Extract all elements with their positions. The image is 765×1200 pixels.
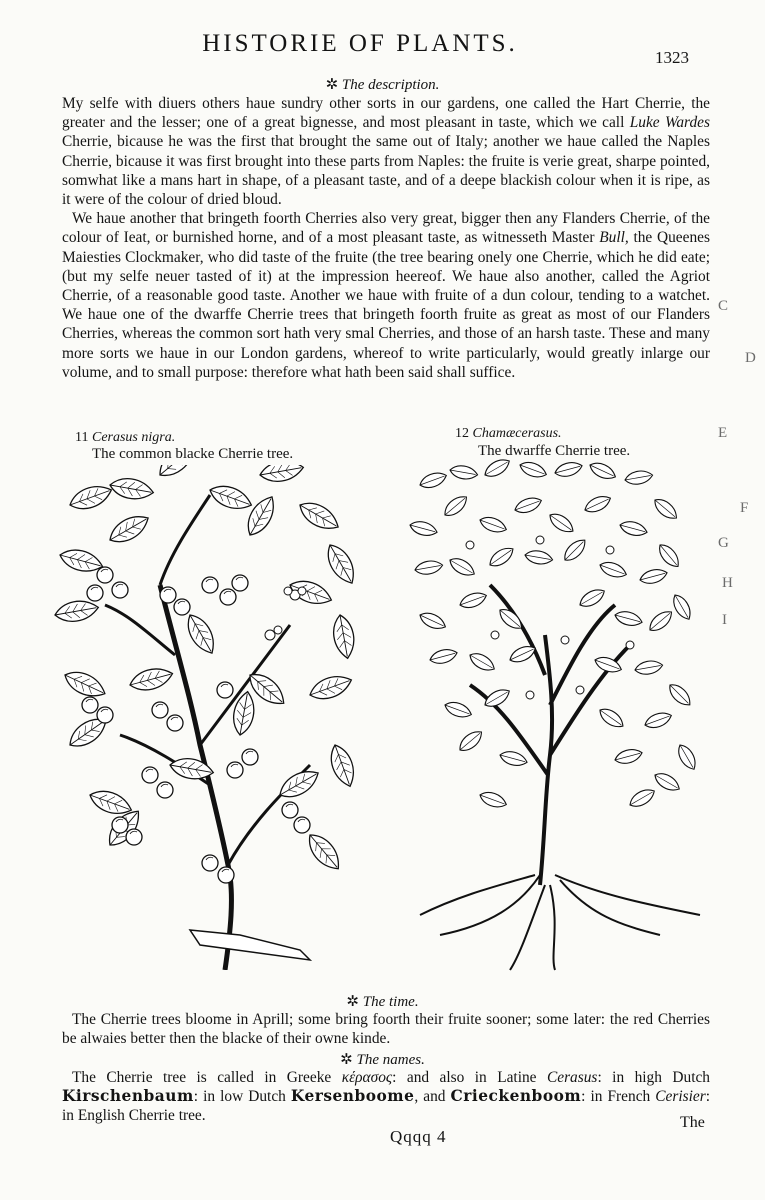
catchword: The	[680, 1114, 705, 1131]
margin-letter: H	[722, 575, 733, 591]
margin-letter: C	[718, 298, 729, 314]
figure-12-label	[455, 426, 562, 442]
paragraph-text: : and also in Latine	[392, 1069, 547, 1086]
paragraph-text: : in high Dutch	[597, 1069, 711, 1086]
italic-name: Luke Wardes	[629, 114, 710, 132]
low-dutch-name-alt: Crieckenboom	[450, 1087, 582, 1106]
figure-latin-name: Cerasus nigra.	[91, 430, 176, 445]
low-dutch-name: Kersenboome	[290, 1087, 415, 1106]
description-text	[62, 94, 710, 382]
time-heading	[0, 992, 765, 1011]
paragraph-text: We haue another that bringeth foorth Cherries also very great, bigger then any Flanders Cherrie, of the colour of Ieat, or burnished horne, and of a most pleasant taste, as witnesseth Master	[62, 210, 710, 247]
margin-letter: E	[718, 425, 728, 441]
figure-number: 12	[455, 426, 469, 441]
margin-letter: I	[722, 612, 727, 628]
page-number: 1323	[655, 48, 689, 67]
description-paragraph-1	[62, 94, 710, 209]
paragraph-text: Cherrie, bicause he was the first that brought the same out of Italy; another we haue called the Naples Cherrie, bicause it was first brought into these parts from Naples: the fruite is verie great, sharpe pointed, somwhat like a mans hart in shape, of a pleasant taste, and of a deepe blackish colour when it is ripe, as it were of the colour of dried bloud.	[62, 133, 710, 209]
names-paragraph	[62, 1068, 710, 1126]
description-heading	[0, 75, 765, 94]
greek-name: κέρασος	[341, 1069, 393, 1086]
black-cherry-tree-woodcut	[50, 465, 390, 970]
description-heading-text: The description.	[341, 77, 440, 93]
running-title: HISTORIE OF PLANTS.	[202, 30, 518, 57]
time-heading-text: The time.	[362, 994, 419, 1010]
italic-name: Bull,	[599, 229, 629, 247]
figure-11-label	[75, 430, 175, 446]
asterism-icon: ✲	[325, 77, 339, 93]
figure-12-caption: The dwarffe Cherrie tree.	[478, 443, 631, 459]
paragraph-text: : in English Cherrie tree.	[62, 1088, 711, 1125]
figure-11-caption: The common blacke Cherrie tree.	[92, 446, 294, 462]
time-text	[62, 1010, 710, 1048]
margin-letter: G	[718, 535, 729, 551]
dwarf-cherry-tree-woodcut	[400, 455, 715, 975]
asterism-icon: ✲	[340, 1052, 353, 1068]
names-heading-text: The names.	[356, 1052, 425, 1068]
paragraph-text: My selfe with diuers others haue sundry other sorts in our gardens, one called the Hart Cherrie, the greater and the lesser; one of a great bignesse, and most pleasant in taste, which we call	[62, 95, 710, 132]
figure-latin-name: Chamæcerasus.	[472, 426, 562, 441]
margin-letter: D	[745, 350, 756, 366]
paragraph-text: The Cherrie tree is called in Greeke	[72, 1069, 342, 1086]
asterism-icon: ✲	[346, 994, 359, 1010]
paragraph-text: the Queenes Maiesties Clockmaker, who did taste of the fruite (the tree bearing onely one Cherrie, which he did eate; (but my selfe neuer tasted of it) at the impression heereof. We haue also another, called the Agriot Cherrie, of a reasonable good taste. Another we haue with fruite of a dun colour, tending to a watchet. We haue one of the dwarffe Cherrie trees that bringeth foorth fruite as great as most of our Flanders Cherries, whereas the common sort hath very smal Cherries, and those of an harsh taste. These and many more sorts we haue in our London gardens, whereof to write particularly, would greatly inlarge our volume, and to small purpose: therefore what hath been said shall suffice.	[62, 229, 710, 381]
margin-letter: F	[740, 500, 749, 516]
paragraph-text: : in low Dutch	[193, 1088, 291, 1106]
time-paragraph: The Cherrie trees bloome in Aprill; some bring foorth their fruite sooner; some later: the red Cherries be alwaies better then the blacke of their owne kinde.	[62, 1011, 710, 1048]
names-text	[62, 1068, 710, 1126]
names-heading	[0, 1050, 765, 1069]
description-paragraph-2	[62, 209, 710, 382]
paragraph-text: , and	[414, 1088, 451, 1106]
figure-number: 11	[75, 430, 89, 445]
high-dutch-name: Kirschenbaum	[62, 1087, 194, 1106]
signature-mark: Qqqq 4	[390, 1127, 447, 1146]
paragraph-text: : in French	[581, 1088, 656, 1106]
latin-name: Cerasus	[546, 1069, 598, 1086]
french-name: Cerisier	[655, 1088, 706, 1106]
